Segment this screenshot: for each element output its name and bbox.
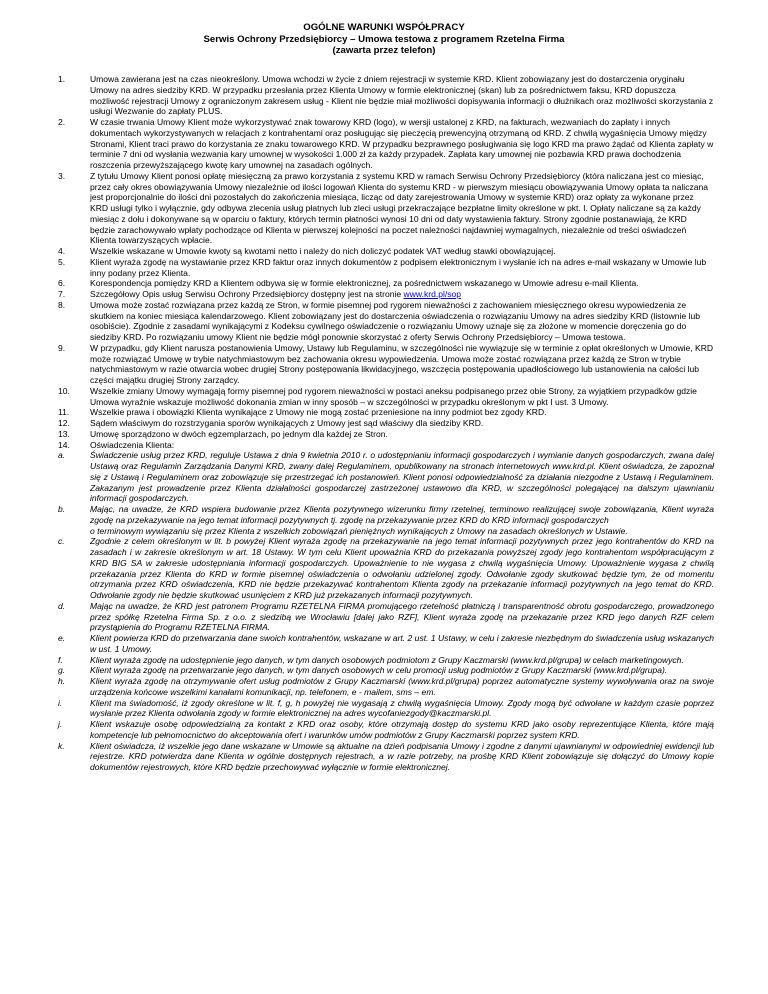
term-text-body: Wszelkie prawa i obowiązki Klienta wynikające z Umowy nie mogą zostać przeniesione na inny podmiot bez zgody KRD. <box>90 407 547 418</box>
term-text-body: W czasie trwania Umowy Klient może wykorzystywać znak towarowy KRD (logo), w wersji ustalonej z KRD, na fakturach, wezwaniach do zapłaty i innych dokumentach wykorzystywanych w relacjach z kontrahentami oraz posługując się pieczęcią prewencyjną otrzymaną od KRD. Z chwilą wygaśnięcia Umowy między Stronami, Klient traci prawo do korzystania ze znaku towarowego KRD. W przypadku bezprawnego posługiwania się logo KRD ma prawo żądać od Klienta zapłaty w terminie 7 dni od wysłania wezwania kary umownej w wysokości 1.000 zł za każdy przypadek. Zapłata kary umownej nie pozbawia KRD prawa dochodzenia roszczenia przewyższającego kwotę kary umownej na zasadach ogólnych. <box>90 117 714 170</box>
term-number: 11. <box>58 407 70 418</box>
term-text-body: Umowa może zostać rozwiązana przez każdą ze Stron, w formie pisemnej pod rygorem nieważności z zachowaniem miesięcznego okresu wypowiedzenia ze skutkiem na koniec miesiąca kalendarzowego. Klient zobowiązany jest do dostarczenia oświadczenia o rozwiązaniu Umowy na adres siedziby KRD (listownie lub osobiście). Zgodnie z zasadami wynikającymi z Kodeksu cywilnego oświadczenie o rozwiązaniu Umowy uznaje się za złożone w momencie doręczenia go do siedziby KRD. Po rozwiązaniu umowy Klient nie będzie mógł ponownie skorzystać z oferty Serwis Ochrony Przedsiębiorcy – Umowa testowa. <box>90 299 700 342</box>
term-item <box>58 407 714 418</box>
term-text <box>90 676 714 698</box>
term-number: 2. <box>58 117 66 127</box>
term-text <box>90 343 714 386</box>
term-text-body: Wszelkie zmiany Umowy wymagają formy pisemnej pod rygorem nieważności w postaci aneksu podpisanego przez obie Strony, za wyjątkiem przypadków gdzie Umowa wyraźnie wskazuje możliwość dokonania zmian w inny sposób – w szczególności w przypadku określonym w pkt I ust. 3 Umowy. <box>90 385 697 407</box>
document-subtitle: Serwis Ochrony Przedsiębiorcy – Umowa testowa z programem Rzetelna Firma <box>203 33 565 45</box>
term-item <box>58 741 714 773</box>
term-text <box>90 289 714 300</box>
term-text-body: Mając, na uwadze, że KRD wspiera budowanie przez Klienta pozytywnego wizerunku firmy rzetelnej, terminowo realizującej swoje zobowiązania, Klient wyraża zgodę na przekazywanie na jego temat informacji pozytywnych tj. zgodę na przekazywanie przez KRD do KRD informacji gospodarczych <box>90 504 714 525</box>
term-item <box>58 289 714 300</box>
term-number: g. <box>58 665 66 676</box>
term-text-body: Oświadczenia Klienta: <box>90 439 175 450</box>
term-text <box>90 117 714 171</box>
term-text <box>90 300 714 343</box>
term-text-body: Klient wskazuje osobę odpowiedzialną za kontakt z KRD oraz osoby, które otrzymają dostęp do systemu KRD jako osoby reprezentujące Klienta, które mają kompetencje lub pełnomocnictwo do akceptowania ofert i warunków umów podmiotów z Grupy Kaczmarski poprzez system KRD. <box>90 719 714 740</box>
term-number: 14. <box>58 439 70 450</box>
term-text-body: Klient wyraża zgodę na przetwarzanie jego danych, w tym danych osobowych w celu promocji usług podmiotów z Grupy Kaczmarski (www.krd.pl/grupa). <box>90 665 668 676</box>
term-text-body: Klient wyraża zgodę na udostępnienie jego danych, w tym danych osobowych podmiotom z Grupy Kaczmarski (www.krd.pl/grupa) w celach marketingowych. <box>90 654 684 665</box>
document-header <box>0 22 768 57</box>
term-text <box>90 536 714 601</box>
term-text-body: Szczegółowy Opis usług Serwisu Ochrony Przedsiębiorcy dostępny jest na stronie <box>90 289 404 299</box>
term-number: k. <box>58 740 65 751</box>
term-text-body: Umowę sporządzono w dwóch egzemplarzach, po jednym dla każdej ze Stron. <box>90 428 388 439</box>
term-number: f. <box>58 654 63 665</box>
term-number: 6. <box>58 278 66 289</box>
term-item <box>58 536 714 601</box>
term-text <box>90 418 714 429</box>
term-item <box>58 450 714 504</box>
term-item <box>58 429 714 440</box>
term-number: 12. <box>58 418 70 428</box>
term-text <box>90 655 714 666</box>
terms-list <box>58 74 714 773</box>
term-text-body: Klient wyraża zgodę na wystawianie przez KRD faktur oraz innych dokumentów z podpisem elektronicznym i wysłanie ich na adres e-mail wskazany w Umowie lub inny podany przez Klienta. <box>90 256 707 278</box>
term-text <box>90 74 714 117</box>
term-text-continuation: o terminowym wywiązaniu się przez Klienta z wszelkich zobowiązań pieniężnych wynikających z Umowy na zasadach określonych w Ustawie. <box>90 525 628 536</box>
term-text <box>90 171 714 246</box>
term-number: 9. <box>58 342 66 353</box>
term-text-body: Świadczenie usług przez KRD, reguluje Ustawa z dnia 9 kwietnia 2010 r. o udostępnianiu informacji gospodarczych i wymianie danych gospodarczych, zwana dalej Ustawą oraz Regulamin Zarządzania Danymi KRD, zwany dalej Regulaminem, opublikowany na stronach internetowych www.krd.pl. Klient oświadcza, że zapoznał się z Ustawą i Regulaminem oraz zobowiązuje się przestrzegać ich postanowień. Klient ponosi odpowiedzialność za działania niezgodne z Ustawą i Regulaminem. Zakazanym jest prowadzenie przez Klienta działalności gospodarczej zastrzeżonej ustawowo dla KRD, w szczególności polegającej na dalszym ujawnianiu informacji gospodarczych. <box>90 450 714 504</box>
term-number: d. <box>58 600 66 611</box>
term-text-body: Klient oświadcza, iż wszelkie jego dane wskazane w Umowie są aktualne na dzień podpisania Umowy i zgodne z danymi ujawnianymi w odpowiedniej ewidencji lub rejestrze. KRD potwierdza dane Klienta w ogólnie dostępnych rejestrach, a w razie potrzeby, na prośbę KRD Klient zobowiązuje się dołączyć do Umowy kopie dokumentów rejestrowych, które KRD będzie przechowywać wyłącznie w formie elektronicznej. <box>90 740 714 772</box>
term-item <box>58 171 714 246</box>
term-item <box>58 278 714 289</box>
term-number: j. <box>58 719 63 729</box>
term-text-body: Wszelkie wskazane w Umowie kwoty są kwotami netto i należy do nich doliczyć podatek VAT według stawki obowiązującej. <box>90 246 556 256</box>
term-text <box>90 246 714 257</box>
term-text <box>90 601 714 633</box>
term-item <box>58 665 714 676</box>
term-number: 1. <box>58 74 66 84</box>
term-text <box>90 450 714 504</box>
term-text <box>90 665 714 676</box>
term-number: h. <box>58 676 66 686</box>
term-item <box>58 504 714 536</box>
term-item <box>58 257 714 279</box>
term-text-body: Klient ma świadomość, iż zgody określone w lit. f, g, h powyżej nie wygasają z chwilą wygaśnięcia Umowy. Zgody mogą być odwołane w każdym czasie poprzez wysłanie przez Klienta odwołania zgody w formie elektronicznej na adres wycofaniezgody@kaczmarski.pl. <box>90 697 714 719</box>
term-text-body: Zgodnie z celem określonym w lit. b powyżej Klient wyraża zgodę na przekazywanie na jego temat informacji pozytywnych przez jego kontrahentów do KRD na zasadach i w zakresie określonym w art. 18 Ustawy. W tym celu Klient upoważnia KRD do przekazania powyższej zgody jego kontrahentom współpracującym z KRD BIG SA w zakresie udostępniania informacji gospodarczych. Upoważnienie to nie wygasa z chwilą wygaśnięcia Umowy. Upoważnienie wygasa z chwilą przekazania przez Klienta do KRD w formie pisemnej oświadczenia o odwołaniu udzielonej zgody. Odwołanie zgody skutkować będzie tym, że od momentu otrzymania przez KRD oświadczenia, KRD nie będzie przekazywać kontrahentom Klienta zgody na przekazanie informacji pozytywnych na jego temat do KRD. Odwołanie zgody nie będzie skutkować usunięciem z KRD już przekazanych informacji pozytywnych. <box>90 536 714 600</box>
term-text <box>90 257 714 279</box>
term-item <box>58 655 714 666</box>
term-number: c. <box>58 536 65 547</box>
term-text-body: Klient powierza KRD do przetwarzania dane swoich kontrahentów, wskazane w art. 2 ust. 1 Ustawy, w celu i zakresie niezbędnym do świadczenia usług wskazanych w ust. 1 Umowy. <box>90 633 714 654</box>
term-item <box>58 633 714 655</box>
term-number: 3. <box>58 170 66 181</box>
term-number: e. <box>58 633 66 643</box>
term-text <box>90 429 714 440</box>
term-text <box>90 278 714 289</box>
term-number: b. <box>58 504 66 514</box>
term-item <box>58 300 714 343</box>
term-number: 7. <box>58 289 66 299</box>
term-text-body: Klient wyraża zgodę na otrzymywanie ofert usług podmiotów z Grupy Kaczmarski (www.krd.pl/grupa) poprzez automatyczne systemy wywoływania oraz na swoje urządzenia końcowe wszelkimi kanałami komunikacji, np. telefonem, e - mailem, sms – em. <box>90 676 714 697</box>
term-text-body: W przypadku, gdy Klient narusza postanowienia Umowy, Ustawy lub Regulaminu, w szczególności nie wywiązuje się w terminie z opłat określonych w Umowie, KRD może rozwiązać Umowę w trybie natychmiastowym bez zachowania okresu wypowiedzenia. Umowa może zostać rozwiązana przez każdą ze Stron w trybie natychmiastowym w razie otwarcia wobec drugiej Strony postępowania likwidacyjnego, wszczęcia postępowania upadłościowego lub ustanowienia na całości lub części majątku drugiej Strony zarządcy. <box>90 342 714 385</box>
term-item <box>58 418 714 429</box>
term-number: 13. <box>58 428 70 439</box>
term-text <box>90 698 714 720</box>
term-text-body: Sądem właściwym do rozstrzygania sporów wynikających z Umowy jest sąd właściwy dla siedziby KRD. <box>90 418 484 428</box>
term-number: 8. <box>58 299 66 310</box>
term-text <box>90 504 714 536</box>
term-number: 10. <box>58 385 70 396</box>
term-item <box>58 719 714 741</box>
term-item <box>58 343 714 386</box>
term-number: 4. <box>58 246 66 256</box>
document-note: (zawarta przez telefon) <box>332 45 436 57</box>
term-item <box>58 676 714 698</box>
term-item <box>58 117 714 171</box>
term-number: 5. <box>58 256 66 267</box>
term-item <box>58 246 714 257</box>
website-link[interactable]: www.krd.pl/sop <box>403 289 462 299</box>
term-item <box>58 440 714 451</box>
term-item <box>58 386 714 408</box>
term-text-body: Korespondencja pomiędzy KRD a Klientem odbywa się w formie elektronicznej, za pośrednictwem wskazanego w Umowie adresu e-mail Klienta. <box>90 278 639 289</box>
document-title: OGÓLNE WARUNKI WSPÓŁPRACY <box>303 22 465 33</box>
term-text <box>90 440 714 451</box>
term-text <box>90 719 714 741</box>
term-text-body: Umowa zawierana jest na czas nieokreślony. Umowa wchodzi w życie z dniem rejestracji w systemie KRD. Klient zobowiązany jest do dostarczenia oryginału Umowy na adres siedziby KRD. W przypadku przesłania przez Klienta Umowy w formie elektronicznej (skan) lub za pośrednictwem faksu, KRD dopuszcza możliwość rejestracji Umowy z ograniczonym zakresem usług - Klient nie będzie miał możliwości dopisywania informacji o dłużnikach oraz możliwości skorzystania z usługi Wezwanie do zapłaty PLUS. <box>90 74 714 117</box>
term-text <box>90 633 714 655</box>
term-text <box>90 386 714 408</box>
term-text <box>90 741 714 773</box>
term-text <box>90 407 714 418</box>
term-number: i. <box>58 697 63 708</box>
term-item <box>58 74 714 117</box>
term-text-body: Z tytułu Umowy Klient ponosi opłatę miesięczną za prawo korzystania z systemu KRD w ramach Serwisu Ochrony Przedsiębiorcy (która naliczana jest co miesiąc, przez cały okres obowiązywania Umowy niezależnie od ilości logowań Klienta do systemu KRD - w pierwszym miesiącu obowiązywania Umowy opłata ta naliczana jest proporcjonalnie do ilości dni pozostałych do zakończenia miesiąca, licząc od daty zarejestrowania Umowy w systemie KRD) oraz opłaty za wykonane przez KRD usługi tylko i wyłącznie, gdy odbywa zlecenia usług płatnych lub zleci usługi przekraczające bezpłatne limity określone w pkt. I. Opłaty naliczane są za każdy miesiąc z dołu i dokonywane są w oparciu o faktury, których termin płatności wynosi 10 dni od daty wystawienia faktury. Strony zgodnie postanawiają, że KRD będzie zarachowywało wpłaty pochodzące od Klienta w pierwszej kolejności na poczet należności najdawniej wymagalnych, niezależnie od treści oświadczeń Klienta towarzyszących wpłacie. <box>90 170 709 246</box>
term-item <box>58 698 714 720</box>
term-number: a. <box>58 450 66 461</box>
term-text-body: Mając na uwadze, że KRD jest patronem Programu RZETELNA FIRMA promującego rzetelność płatniczą i transparentność obrotu gospodarczego, prowadzonego przez spółkę Rzetelna Firma Sp. z o.o. z siedzibą we Wrocławiu [dalej jako RZF], Klient wyraża zgodę na przekazanie przez KRD jego danych RZF celem przystąpienia do Programu RZETELNA FIRMA. <box>90 600 714 633</box>
term-item <box>58 601 714 633</box>
